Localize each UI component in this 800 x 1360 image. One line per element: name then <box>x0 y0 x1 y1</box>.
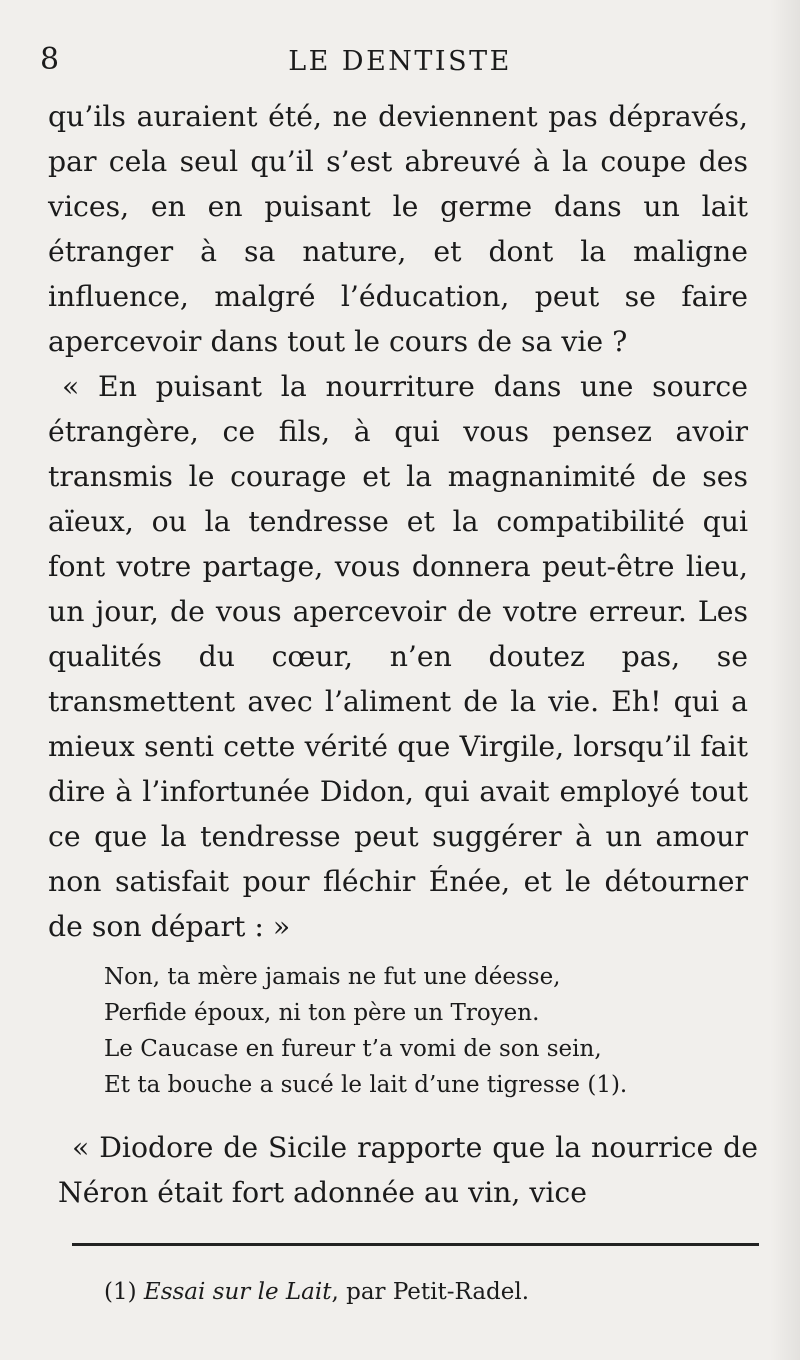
main-text-continued <box>58 1125 758 1215</box>
footnote-marker: (1) <box>104 1279 137 1305</box>
page-number: 8 <box>40 42 60 77</box>
verse-line: Perfide époux, ni ton père un Troyen. <box>104 1000 540 1026</box>
footnote-divider <box>72 1243 759 1246</box>
verse-line: Le Caucase en fureur t’a vomi de son sein, <box>104 1036 602 1062</box>
paragraph-continued: qu’ils auraient été, ne deviennent pas dépravés, par cela seul qu’il s’est abreuvé à la coupe des vices, en en puisant le germe dans un lait étranger à sa nature, et dont la maligne influence, malgré l’éducation, peut se faire apercevoir dans tout le cours de sa vie ? <box>48 100 748 358</box>
verse-line: Et ta bouche a sucé le lait d’une tigresse (1). <box>104 1072 628 1098</box>
running-head: LE DENTISTE <box>288 46 512 77</box>
main-text <box>48 94 748 949</box>
footnote <box>104 1277 529 1307</box>
paragraph-quote: « En puisant la nourriture dans une source étrangère, ce fils, à qui vous pensez avoir transmis le courage et la magnanimité de ses aïeux, ou la tendresse et la compatibilité qui font votre partage, vous donnera peut-être lieu, un jour, de vous apercevoir de votre erreur. Les qualités du cœur, n’en doutez pas, se transmettent avec l’aliment de la vie. Eh! qui a mieux senti cette vérité que Virgile, lorsqu’il fait dire à l’infortunée Didon, qui avait employé tout ce que la tendresse peut suggérer à un amour non satisfait pour fléchir Énée, et le détourner de son départ : » <box>48 370 748 943</box>
verse-quotation <box>104 959 724 1103</box>
footnote-title: Essai sur le Lait <box>143 1279 332 1305</box>
footnote-author: , par Petit-Radel. <box>331 1279 530 1305</box>
paragraph-diodore: « Diodore de Sicile rapporte que la nourrice de Néron était fort adonnée au vin, vice <box>58 1131 758 1209</box>
verse-line: Non, ta mère jamais ne fut une déesse, <box>104 964 561 990</box>
